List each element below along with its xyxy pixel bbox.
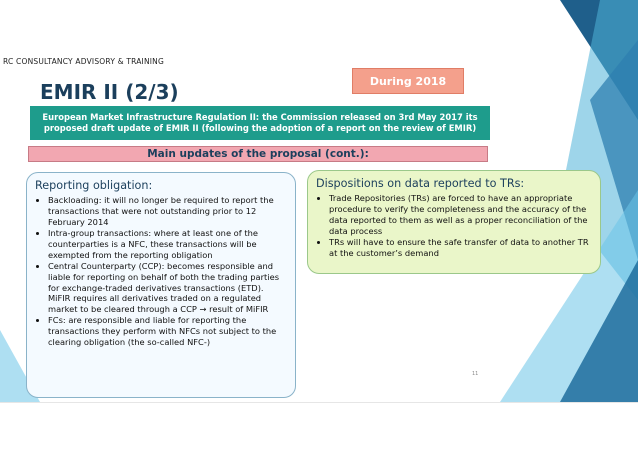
list-item: • Trade Repositories (TRs) are forced to have an appropriate procedure to verify the completeness and the accuracy of the data reported to them as well as a proper reconciliation of the data process (329, 193, 592, 237)
list-item: • TRs will have to ensure the safe transfer of data to another TR at the customer’s demand (329, 237, 592, 259)
list-item: • FCs: are responsible and liable for reporting the transactions they perform with NFCs not subject to the clearing obligation (the so-called NFC-) (48, 315, 287, 348)
list-item: • Central Counterparty (CCP): becomes responsible and liable for reporting on behalf of both the trading parties for exchange-traded derivatives transactions (ETD). MiFIR requires all derivatives traded on a regulated market to be cleared through a CCP → result of MiFIR (48, 261, 287, 316)
reporting-obligation-box (26, 172, 296, 398)
reporting-obligation-title: Reporting obligation: (35, 179, 153, 192)
slide-bottom-divider (0, 402, 638, 403)
date-badge: During 2018 (352, 68, 464, 94)
reporting-obligation-list (35, 195, 287, 348)
dispositions-list (316, 193, 592, 259)
slide-title: EMIR II (2/3) (40, 80, 179, 104)
dispositions-title: Dispositions on data reported to TRs: (316, 177, 525, 190)
dispositions-box (307, 170, 601, 274)
organization-name: RC CONSULTANCY ADVISORY & TRAINING (3, 57, 165, 66)
section-title: Main updates of the proposal (cont.): (28, 146, 488, 162)
page-number: 11 (472, 371, 479, 377)
list-item: • Intra-group transactions: where at least one of the counterparties is a NFC, these transactions will be exempted from the reporting obligation (48, 228, 287, 261)
intro-banner: European Market Infrastructure Regulation II: the Commission released on 3rd May 2017 its proposed draft update of EMIR II (following the adoption of a report on the review of EMIR) (30, 106, 490, 140)
list-item: • Backloading: it will no longer be required to report the transactions that were not outstanding prior to 12 February 2014 (48, 195, 287, 228)
